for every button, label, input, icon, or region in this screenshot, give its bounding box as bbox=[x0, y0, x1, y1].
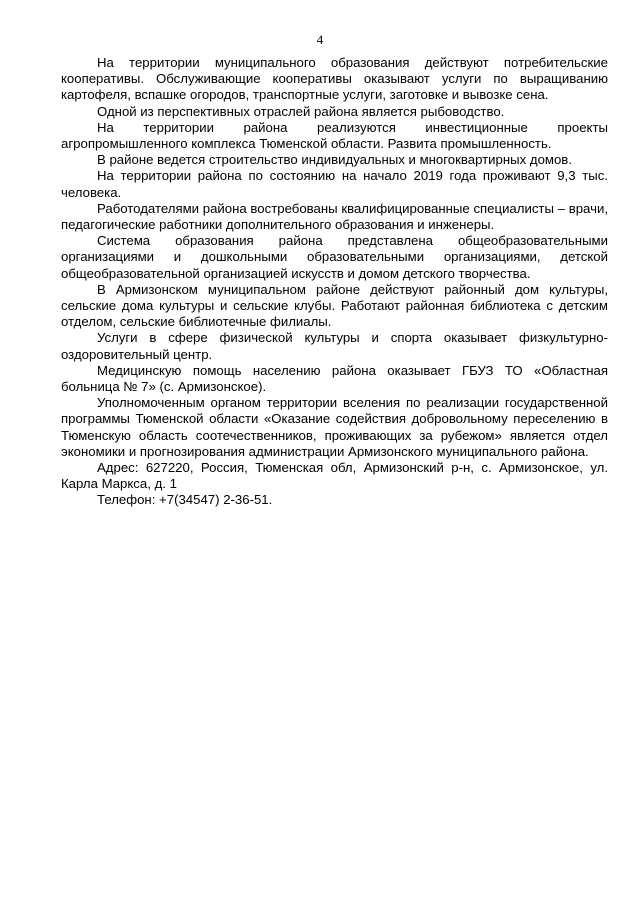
paragraph-sports: Услуги в сфере физической культуры и спорта оказывает физкультурно-оздоровительный центр. bbox=[61, 330, 608, 362]
paragraph-address: Адрес: 627220, Россия, Тюменская обл, Армизонский р-н, с. Армизонское, ул. Карла Маркса, д. 1 bbox=[61, 460, 608, 492]
paragraph-medical: Медицинскую помощь населению района оказывает ГБУЗ ТО «Областная больница № 7» (с. Армизонское). bbox=[61, 362, 608, 395]
paragraph-authority: Уполномоченным органом территории вселения по реализации государственной программы Тюменской области «Оказание содействия добровольному переселению в Тюменскую область соотечественников, проживающих за рубежом» является отдел экономики и прогнозирования администрации Армизонского муниципального района. bbox=[61, 395, 608, 459]
paragraph-employers: Работодателями района востребованы квалифицированные специалисты – врачи, педагогические работники дополнительного образования и инженеры. bbox=[61, 200, 608, 233]
paragraph-phone: Телефон: +7(34547) 2-36-51. bbox=[97, 492, 273, 508]
paragraph-culture: В Армизонском муниципальном районе действуют районный дом культуры, сельские дома культуры и сельские клубы. Работают районная библиотека с детским отделом, сельские библиотечные филиалы. bbox=[61, 281, 608, 330]
page-number: 4 bbox=[316, 32, 324, 47]
paragraph-fish-farming: Одной из перспективных отраслей района является рыбоводство. bbox=[97, 103, 505, 119]
paragraph-investment-projects: На территории района реализуются инвестиционные проекты агропромышленного комплекса Тюменской области. Развита промышленность. bbox=[61, 119, 608, 152]
paragraph-education: Система образования района представлена общеобразовательными организациями и дошкольными образовательными организациями, детской общеобразовательной организацией искусств и домом детского творчества. bbox=[61, 233, 608, 281]
paragraph-cooperatives: На территории муниципального образования действуют потребительские кооперативы. Обслуживающие кооперативы оказывают услуги по выращиванию картофеля, вспашке огородов, транспортные услуги, заготовке и вывозке сена. bbox=[61, 55, 608, 103]
paragraph-construction: В районе ведется строительство индивидуальных и многоквартирных домов. bbox=[97, 152, 572, 168]
document-body bbox=[61, 55, 608, 509]
paragraph-population: На территории района по состоянию на начало 2019 года проживают 9,3 тыс. человека. bbox=[61, 168, 608, 200]
